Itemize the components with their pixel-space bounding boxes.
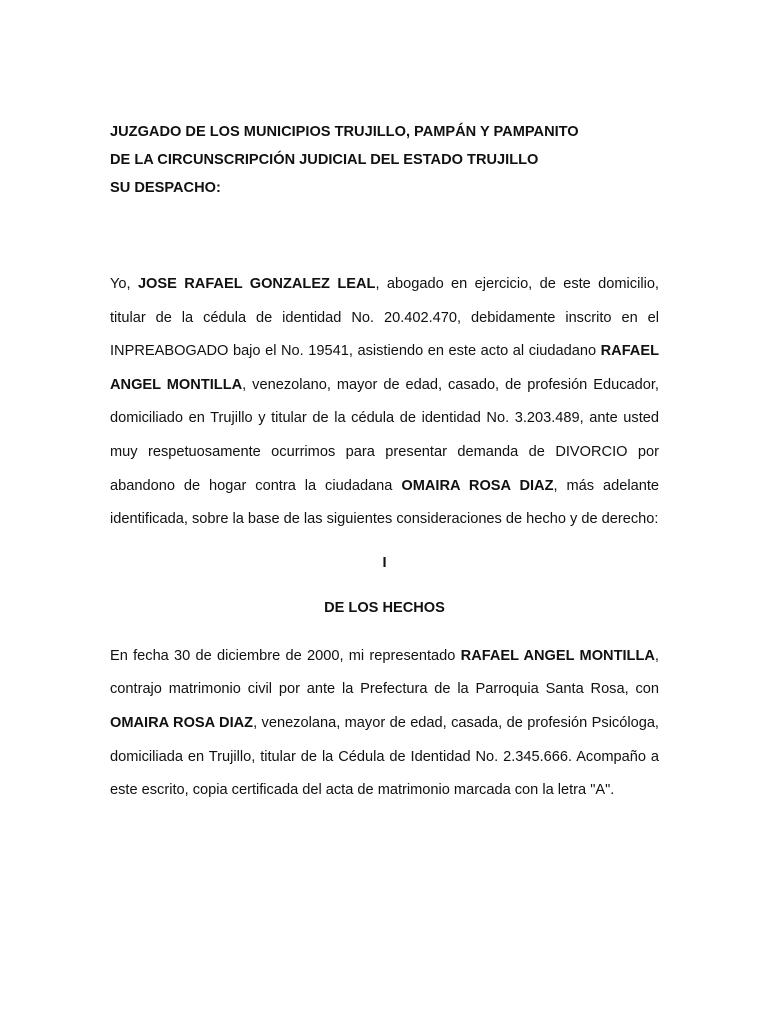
intro-text-1: Yo,	[110, 276, 138, 292]
attorney-name: JOSE RAFAEL GONZALEZ LEAL	[137, 276, 376, 292]
facts-paragraph	[110, 640, 659, 808]
plaintiff-name: RAFAEL ANGEL MONTILLA	[460, 647, 655, 664]
salutation-line: SU DESPACHO:	[110, 180, 221, 196]
document-body	[110, 118, 659, 808]
facts-text-2: , contrajo matrimonio civil por ante la Prefectura de la Parroquia Santa Rosa, con	[110, 647, 659, 698]
section-title: DE LOS HECHOS	[324, 599, 445, 616]
introduction-paragraph	[110, 268, 659, 537]
facts-text-1: En fecha 30 de diciembre de 2000, mi representado	[110, 647, 461, 664]
defendant-name: OMAIRA ROSA DIAZ	[110, 714, 254, 731]
section-number: I	[382, 554, 387, 571]
intro-text-4: , más adelante identificada, sobre la base de las siguientes consideraciones de hecho y de derecho:	[110, 477, 659, 528]
facts-text-3: , venezolana, mayor de edad, casada, de profesión Psicóloga, domiciliada en Trujillo, titular de la Cédula de Identidad No. 2.345.666. Acompaño a este escrito, copia certificada del acta de matrimonio marcada con la letra "A".	[110, 714, 659, 799]
intro-text-3: , venezolano, mayor de edad, casado, de profesión Educador, domiciliado en Trujillo y titular de la cédula de identidad No. 3.203.489, ante usted muy respetuosamente ocurrimos para presentar demanda de DIVORCIO por abandono de hogar contra la ciudadana	[110, 376, 659, 494]
court-address-heading	[110, 118, 659, 202]
plaintiff-name: RAFAEL ANGEL MONTILLA	[110, 343, 659, 393]
defendant-name: OMAIRA ROSA DIAZ	[401, 477, 554, 494]
intro-text-2: , abogado en ejercicio, de este domicilio, titular de la cédula de identidad No. 20.402.470, debidamente inscrito en el INPREABOGADO bajo el No. 19541, asistiendo en este acto al ciudadano	[110, 276, 659, 360]
court-name-line: JUZGADO DE LOS MUNICIPIOS TRUJILLO, PAMPÁN Y PAMPANITO	[110, 124, 579, 140]
jurisdiction-line: DE LA CIRCUNSCRIPCIÓN JUDICIAL DEL ESTADO TRUJILLO	[110, 152, 539, 168]
